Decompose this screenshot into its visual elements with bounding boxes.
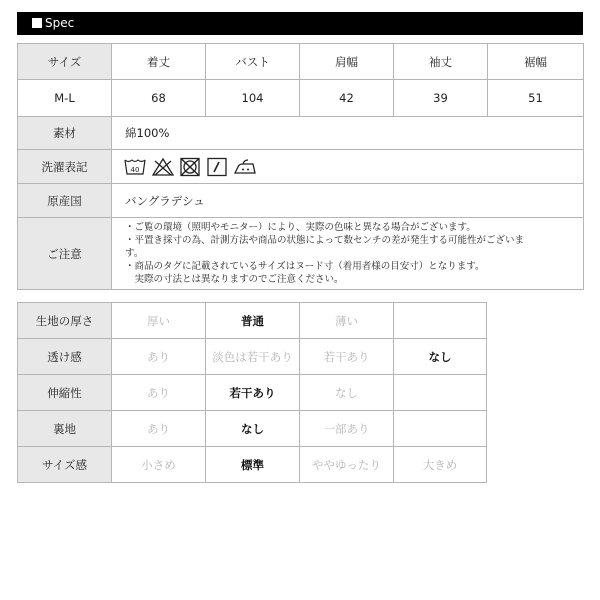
- spec-header-bar: [17, 12, 583, 35]
- note-line: ・平置き採寸の為、計測方法や商品の状態によって数センチの差が発生する可能性がございま: [125, 235, 525, 246]
- care-label: 洗濯表記: [18, 150, 112, 184]
- size-header-row: [18, 44, 584, 80]
- feel-option: 若干あり: [300, 339, 394, 375]
- hang-dry-icon: [206, 157, 228, 177]
- note-line: ・ご覧の環境（照明やモニター）により、実際の色味と異なる場合がございます。: [125, 222, 476, 233]
- feel-option: 淡色は若干あり: [206, 339, 300, 375]
- feel-option: ややゆったり: [300, 447, 394, 483]
- size-header-cell: 着丈: [112, 44, 206, 80]
- iron-medium-icon: [233, 157, 257, 177]
- size-value-cell: 68: [112, 80, 206, 117]
- feel-option: 厚い: [112, 303, 206, 339]
- spec-title: Spec: [45, 16, 75, 30]
- no-tumble-dry-icon: [179, 157, 201, 177]
- size-header-cell: 袖丈: [394, 44, 488, 80]
- feel-option-selected: 標準: [206, 447, 300, 483]
- origin-row: [18, 184, 584, 218]
- feel-row: [18, 303, 487, 339]
- size-value-row: [18, 80, 584, 117]
- feel-label: サイズ感: [18, 447, 112, 483]
- notes-text: [112, 218, 584, 290]
- feel-row: [18, 339, 487, 375]
- notes-label: ご注意: [18, 218, 112, 290]
- wash-temp-text: 40: [130, 165, 140, 174]
- size-value-cell: 51: [488, 80, 584, 117]
- note-line: す。: [125, 248, 144, 259]
- note-line: 実際の寸法とは異なりますのでご注意ください。: [125, 274, 344, 285]
- feel-option-selected: なし: [394, 339, 487, 375]
- feel-option-selected: なし: [206, 411, 300, 447]
- feel-option: あり: [112, 339, 206, 375]
- feel-label: 透け感: [18, 339, 112, 375]
- feel-row: [18, 447, 487, 483]
- feel-option: なし: [300, 375, 394, 411]
- feel-option: 小さめ: [112, 447, 206, 483]
- care-row: [18, 150, 584, 184]
- square-bullet-icon: [32, 18, 42, 28]
- size-header-cell: バスト: [206, 44, 300, 80]
- size-header-cell: 裾幅: [488, 44, 584, 80]
- material-row: [18, 117, 584, 150]
- feel-option: 薄い: [300, 303, 394, 339]
- spec-table: [17, 43, 584, 290]
- size-header-cell: サイズ: [18, 44, 112, 80]
- feel-option-selected: 普通: [206, 303, 300, 339]
- wash-40-icon: [124, 157, 146, 177]
- notes-row: [18, 218, 584, 290]
- size-value-cell: M-L: [18, 80, 112, 117]
- feel-option: あり: [112, 375, 206, 411]
- note-line: ・商品のタグに記載されているサイズはヌード寸（着用者様の目安寸）となります。: [125, 261, 485, 272]
- material-value: 綿100%: [112, 117, 584, 150]
- feel-label: 伸縮性: [18, 375, 112, 411]
- feel-row: [18, 411, 487, 447]
- size-value-cell: 42: [300, 80, 394, 117]
- feel-label: 生地の厚さ: [18, 303, 112, 339]
- feel-option: 一部あり: [300, 411, 394, 447]
- feel-row: [18, 375, 487, 411]
- feel-label: 裏地: [18, 411, 112, 447]
- fabric-feel-table: [17, 302, 487, 483]
- material-label: 素材: [18, 117, 112, 150]
- size-header-cell: 肩幅: [300, 44, 394, 80]
- feel-option-selected: 若干あり: [206, 375, 300, 411]
- care-icons: [112, 150, 584, 184]
- feel-option: 大きめ: [394, 447, 487, 483]
- feel-option: [394, 303, 487, 339]
- size-value-cell: 104: [206, 80, 300, 117]
- feel-option: [394, 375, 487, 411]
- origin-value: バングラデシュ: [112, 184, 584, 218]
- size-value-cell: 39: [394, 80, 488, 117]
- feel-option: あり: [112, 411, 206, 447]
- no-bleach-icon: [151, 157, 175, 177]
- feel-option: [394, 411, 487, 447]
- origin-label: 原産国: [18, 184, 112, 218]
